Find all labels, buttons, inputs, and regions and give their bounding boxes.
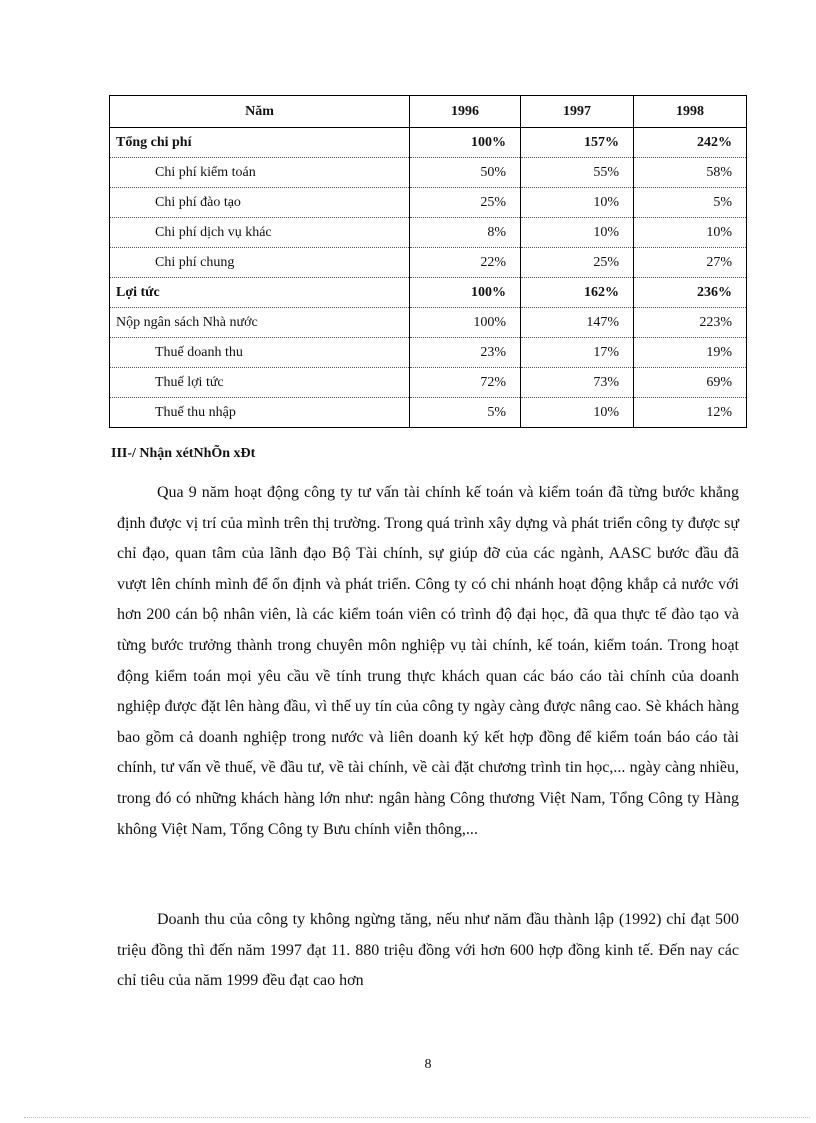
row-label: Lợi tức <box>110 278 410 308</box>
table-row <box>110 248 747 278</box>
row-value: 162% <box>521 278 634 308</box>
footer-divider <box>24 1117 810 1118</box>
row-value: 5% <box>410 398 521 428</box>
row-value: 58% <box>634 158 747 188</box>
row-value: 100% <box>410 128 521 158</box>
row-value: 23% <box>410 338 521 368</box>
page-number: 8 <box>424 1057 432 1072</box>
row-value: 72% <box>410 368 521 398</box>
row-value: 22% <box>410 248 521 278</box>
table-row <box>110 188 747 218</box>
row-label: Chi phí dịch vụ khác <box>110 218 410 248</box>
row-value: 27% <box>634 248 747 278</box>
paragraph-1: Qua 9 năm hoạt động công ty tư vấn tài chính kế toán và kiểm toán đã từng bước khẳng định được vị trí của mình trên thị trường. Trong quá trình xây dựng và phát triển công ty được sự chỉ đạo, quan tâm của lãnh đạo Bộ Tài chính, sự giúp đỡ của các ngành, AASC bước đầu đã vượt lên chính mình để ổn định và phát triển. Công ty có chi nhánh hoạt động khắp cả nước với hơn 200 cán bộ nhân viên, là các kiểm toán viên có trình độ đại học, đã qua thực tế đào tạo và từng bước trưởng thành trong chuyên môn nghiệp vụ tài chính, kế toán, kiểm toán. Trong hoạt động kiểm toán mọi yêu cầu về tính trung thực khách quan các báo cáo tài chính của doanh nghiệp được đặt lên hàng đầu, vì thế uy tín của công ty ngày càng được nâng cao. Sè khách hàng bao gồm cả doanh nghiệp trong nước và liên doanh ký kết hợp đồng để kiểm toán báo cáo tài chính, tư vấn về thuế, về đầu tư, về tài chính, về cài đặt chương trình tin học,... ngày càng nhiều, trong đó có những khách hàng lớn như: ngân hàng Công thương Việt Nam, Tổng Công ty Hàng không Việt Nam, Tổng Công ty Bưu chính viễn thông,... <box>117 484 739 838</box>
row-value: 17% <box>521 338 634 368</box>
row-label: Thuế thu nhập <box>110 398 410 428</box>
row-label: Chi phí chung <box>110 248 410 278</box>
table-body <box>110 128 747 428</box>
row-value: 25% <box>410 188 521 218</box>
row-value: 157% <box>521 128 634 158</box>
row-value: 25% <box>521 248 634 278</box>
header-year-label: Năm <box>110 96 410 128</box>
row-value: 5% <box>634 188 747 218</box>
header-year-1996: 1996 <box>410 96 521 128</box>
row-value: 69% <box>634 368 747 398</box>
row-value: 242% <box>634 128 747 158</box>
table-row <box>110 398 747 428</box>
row-value: 147% <box>521 308 634 338</box>
row-value: 50% <box>410 158 521 188</box>
table-row <box>110 128 747 158</box>
row-value: 223% <box>634 308 747 338</box>
row-value: 8% <box>410 218 521 248</box>
table-row <box>110 218 747 248</box>
row-value: 12% <box>634 398 747 428</box>
row-value: 100% <box>410 278 521 308</box>
row-label: Chi phí đào tạo <box>110 188 410 218</box>
paragraph-2: Doanh thu của công ty không ngừng tăng, nếu như năm đầu thành lập (1992) chỉ đạt 500 triệu đồng thì đến năm 1997 đạt 11. 880 triệu đồng với hơn 600 hợp đồng kinh tế. Đến nay các chỉ tiêu của năm 1999 đều đạt cao hơn <box>117 911 739 990</box>
row-value: 10% <box>521 398 634 428</box>
row-value: 236% <box>634 278 747 308</box>
table-header-row <box>110 96 747 128</box>
row-label: Chi phí kiểm toán <box>110 158 410 188</box>
row-label: Thuế doanh thu <box>110 338 410 368</box>
table-row <box>110 338 747 368</box>
row-label: Tổng chi phí <box>110 128 410 158</box>
row-value: 73% <box>521 368 634 398</box>
row-value: 55% <box>521 158 634 188</box>
row-value: 10% <box>521 218 634 248</box>
table-row <box>110 308 747 338</box>
row-value: 10% <box>521 188 634 218</box>
row-label: Thuế lợi tức <box>110 368 410 398</box>
header-year-1997: 1997 <box>521 96 634 128</box>
row-label: Nộp ngân sách Nhà nước <box>110 308 410 338</box>
row-value: 100% <box>410 308 521 338</box>
section-heading: III-/ Nhận xétNhÕn xÐt <box>111 446 256 461</box>
table-row <box>110 158 747 188</box>
statistics-table <box>109 95 747 428</box>
row-value: 19% <box>634 338 747 368</box>
row-value: 10% <box>634 218 747 248</box>
table-row <box>110 278 747 308</box>
header-year-1998: 1998 <box>634 96 747 128</box>
table-row <box>110 368 747 398</box>
